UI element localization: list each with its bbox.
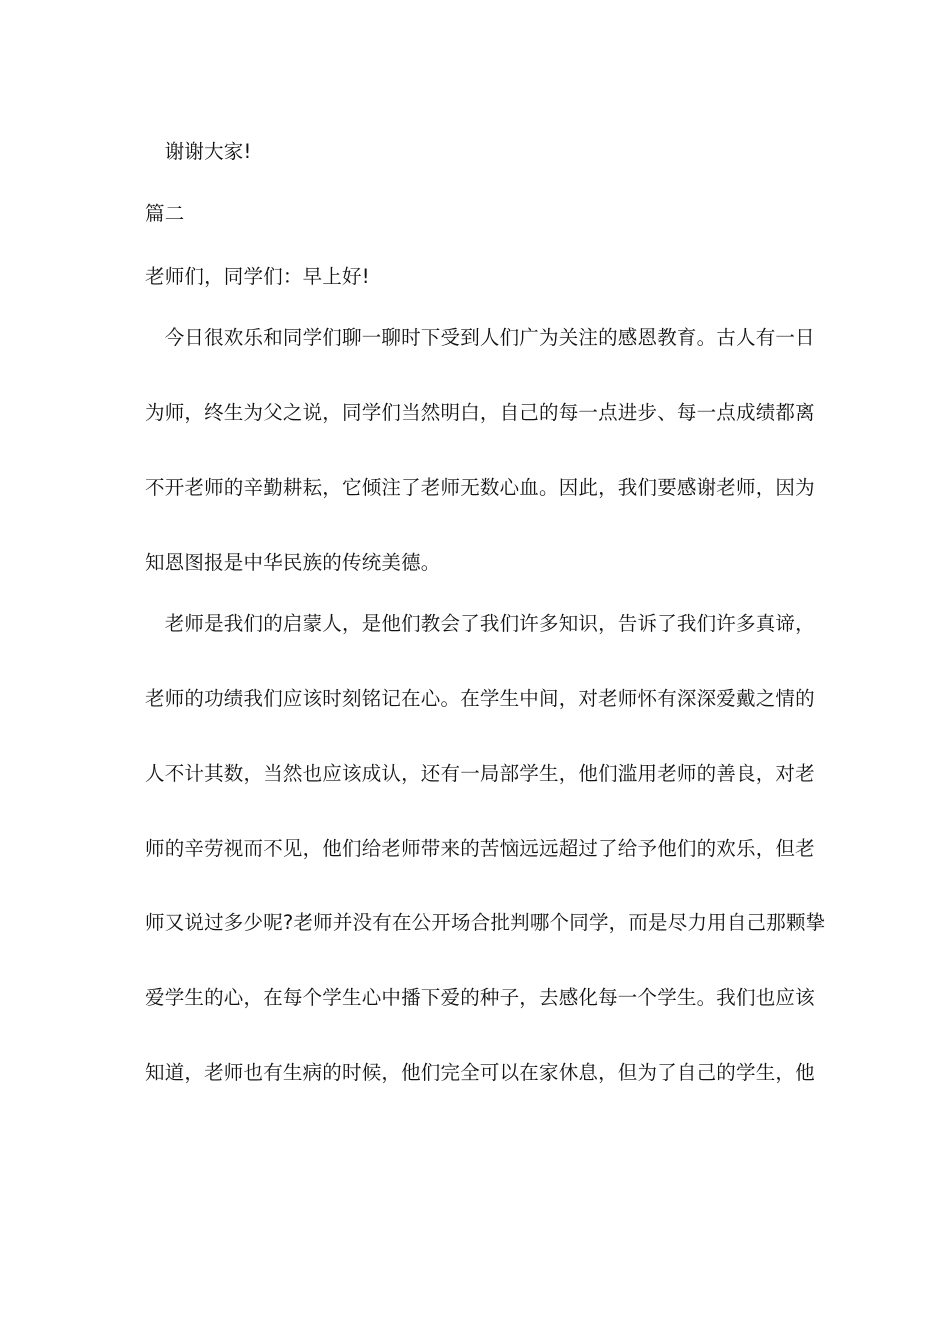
paragraph-2-line-2: 老师的功绩我们应该时刻铭记在心。在学生中间，对老师怀有深深爱戴之情的 (145, 687, 815, 710)
section-heading: 篇二 (145, 202, 185, 225)
paragraph-2-line-3: 人不计其数，当然也应该成认，还有一局部学生，他们滥用老师的善良，对老 (145, 762, 815, 785)
paragraph-2-line-7: 知道，老师也有生病的时候，他们完全可以在家休息，但为了自己的学生，他 (145, 1061, 815, 1084)
paragraph-2-line-6: 爱学生的心，在每个学生心中播下爱的种子，去感化每一个学生。我们也应该 (145, 986, 815, 1009)
paragraph-2-line-4: 师的辛劳视而不见，他们给老师带来的苦恼远远超过了给予他们的欢乐，但老 (145, 837, 815, 860)
paragraph-1-line-3: 不开老师的辛勤耕耘，它倾注了老师无数心血。因此，我们要感谢老师，因为 (145, 476, 815, 499)
paragraph-1-line-2: 为师，终生为父之说，同学们当然明白，自己的每一点进步、每一点成绩都离 (145, 401, 815, 424)
closing-thanks-line: 谢谢大家! (145, 140, 252, 163)
paragraph-2-line-5: 师又说过多少呢?老师并没有在公开场合批判哪个同学，而是尽力用自己那颗挚 (145, 911, 826, 934)
paragraph-1-line-1: 今日很欢乐和同学们聊一聊时下受到人们广为关注的感恩教育。古人有一日 (145, 326, 815, 349)
paragraph-2-line-1: 老师是我们的启蒙人，是他们教会了我们许多知识，告诉了我们许多真谛， (145, 612, 815, 635)
greeting-line: 老师们，同学们：早上好! (145, 265, 370, 288)
paragraph-1-line-4: 知恩图报是中华民族的传统美德。 (145, 551, 441, 574)
